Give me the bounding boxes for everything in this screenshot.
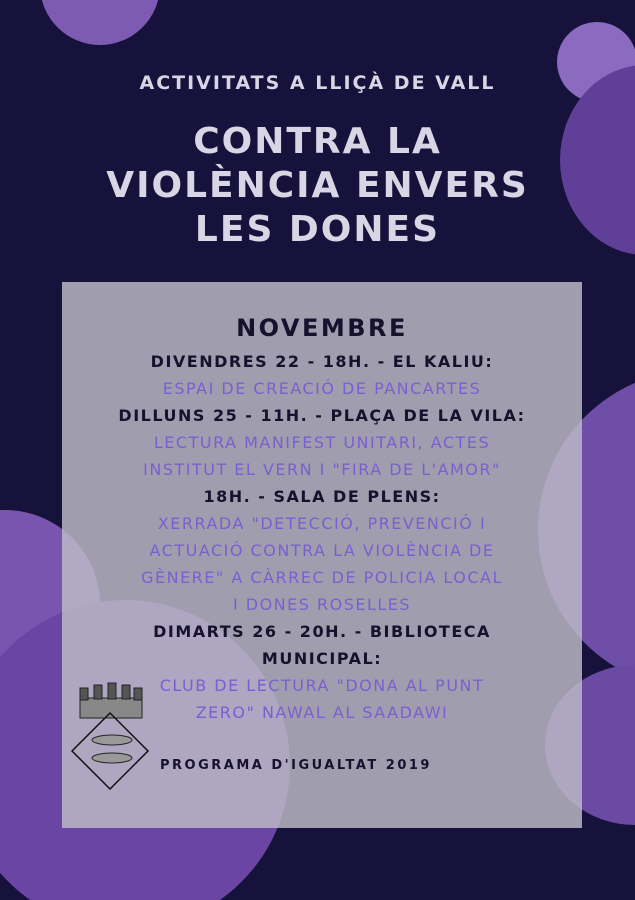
- subtitle: ACTIVITATS A LLIÇÀ DE VALL: [139, 72, 496, 94]
- event-detail: LECTURA MANIFEST UNITARI, ACTES: [153, 433, 491, 452]
- event-detail: CLUB DE LECTURA "DONA AL PUNT: [159, 676, 485, 695]
- decor-circle: [40, 0, 160, 45]
- event-heading: MUNICIPAL:: [261, 649, 383, 668]
- event-heading: DILLUNS 25 - 11H. - PLAÇA DE LA VILA:: [118, 406, 526, 425]
- title-line: CONTRA LA: [193, 121, 442, 162]
- event-detail: ESPAI DE CREACIÓ DE PANCARTES: [162, 379, 482, 398]
- event-detail: INSTITUT EL VERN I "FIRA DE L'AMOR": [143, 460, 501, 479]
- coat-of-arms-logo: [70, 680, 160, 790]
- month-heading: NOVEMBRE: [236, 314, 408, 342]
- footer-text: PROGRAMA D'IGUALTAT 2019: [160, 758, 432, 773]
- event-detail: I DONES ROSELLES: [232, 595, 412, 614]
- event-detail: XERRADA "DETECCIÓ, PREVENCIÓ I: [157, 514, 487, 533]
- page-title: [0, 120, 635, 252]
- title-line: VIOLÈNCIA ENVERS: [106, 165, 529, 206]
- event-heading: DIMARTS 26 - 20H. - BIBLIOTECA: [153, 622, 491, 641]
- event-detail: ZERO" NAWAL AL SAADAWI: [195, 703, 449, 722]
- event-detail: GÈNERE" A CÀRREC DE POLICIA LOCAL: [141, 568, 503, 587]
- title-line: LES DONES: [194, 209, 441, 250]
- event-detail: ACTUACIÓ CONTRA LA VIOLÈNCIA DE: [149, 541, 495, 560]
- event-heading: 18H. - SALA DE PLENS:: [203, 487, 441, 506]
- event-heading: DIVENDRES 22 - 18H. - EL KALIU:: [150, 352, 494, 371]
